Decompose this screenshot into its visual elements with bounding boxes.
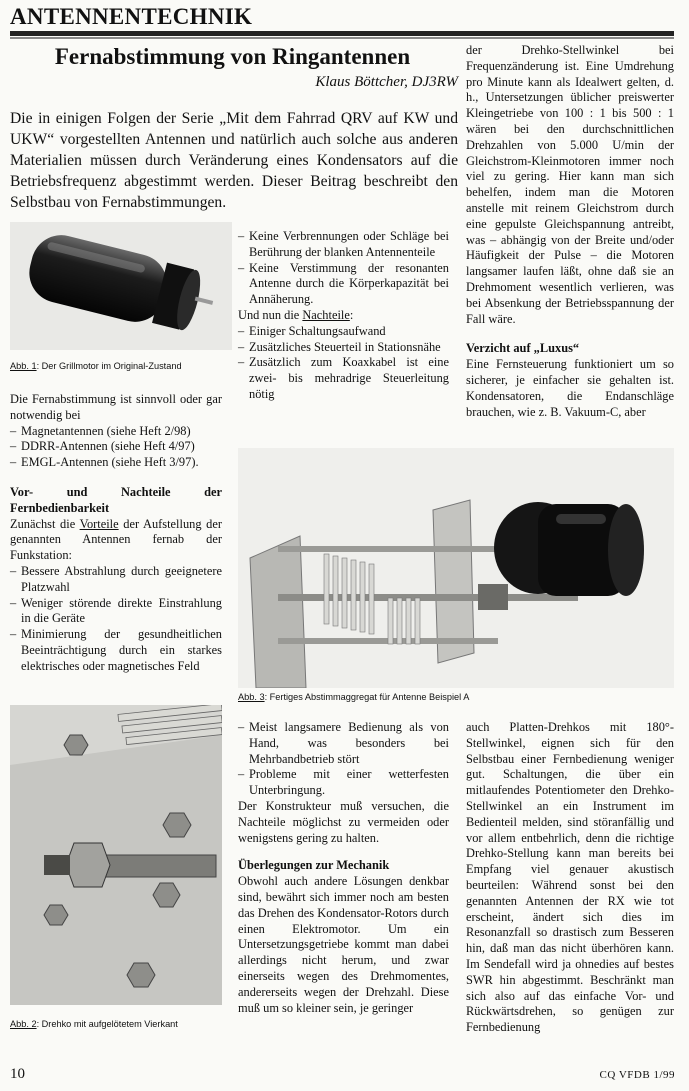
article-title: Fernabstimmung von Ringantennen	[54, 44, 411, 69]
list-item: – Magnetantennen (siehe Heft 2/98)	[10, 424, 222, 440]
list-item: – Bessere Abstrahlung durch geeignetere Platzwahl	[10, 564, 222, 596]
col2-list-1	[238, 229, 449, 308]
header-rule-thin	[10, 37, 674, 39]
col1-heading-vor-nachteile: Vor- und Nachteile der Fernbedienbarkeit	[10, 484, 222, 515]
col2-list-3	[238, 720, 449, 799]
col2-bottom	[238, 720, 449, 1016]
list-item: – Zusätzliches Steuerteil in Stationsnähe	[238, 340, 449, 356]
list-item: – Zusätzlich zum Koaxkabel ist eine zwei- bis mehradrige Steuerleitung nötig	[238, 355, 449, 402]
article-author: Klaus Böttcher, DJ3RW	[315, 74, 458, 90]
list-item: – DDRR-Antennen (siehe Heft 4/97)	[10, 439, 222, 455]
section-title: ANTENNENTECHNIK	[10, 4, 253, 29]
col3-paragraph-1: der Drehko-Stellwinkel bei Frequenzänderung ist. Eine Umdrehung pro Minute kann als Idealwert gelten, d. h., Untersetzungen üblicher preiswerter Kleingetriebe von 100 : 1 bis 500 : 1 wären bei den durchschnittlichen Drehzahlen von 5.000 U/min der Gleichstrom-Kleinmotoren immer noch viel zu gering. Hier kann man sich behelfen, indem man die Motoren anstelle mit reinem Gleichstrom durch eine gepulste Gleichspannung antreibt, was – abhängig von der Breite und/oder Häufigkeit der Pulse – die Motoren langsamer laufen läßt, ohne daß sie an Drehmoment wesentlich verlieren, was bei Absenkung der Betriebsspannung der Fall wäre.	[466, 43, 674, 326]
list-item: – Meist langsamere Bedienung als von Hand, was besonders bei Mehrbandbetrieb stört	[238, 720, 449, 767]
header-rule	[10, 31, 674, 36]
journal-issue: CQ VFDB 1/99	[599, 1069, 675, 1081]
list-item: – Keine Verstimmung der resonanten Antenne durch die Körperkapazität bei Annäherung.	[238, 261, 449, 308]
figure-1-caption	[10, 361, 182, 371]
list-item: – Probleme mit einer wetterfesten Unterbringung.	[238, 767, 449, 799]
underlined-term: Vorteile	[79, 516, 119, 531]
text-span: Und nun die	[238, 307, 303, 322]
col3-bottom	[466, 720, 674, 1036]
col1-list-1	[10, 424, 222, 471]
figure-2-drehko-photo	[10, 705, 222, 1005]
col3-paragraph-2: Eine Fernsteuerung funktioniert um so sicherer, je einfacher sie gehalten ist. Kondensatoren, die Endanschläge brauchen, wie z. B. Vakuum-C, aber	[466, 357, 674, 419]
col2-top	[238, 229, 449, 403]
col1-paragraph-2	[10, 517, 222, 564]
page-number: 10	[10, 1066, 25, 1082]
figure-3-tuning-assembly-photo	[238, 448, 674, 688]
figure-2-number: Abb. 2	[10, 1019, 37, 1029]
figure-1-motor-photo	[10, 222, 232, 350]
col3-paragraph-3: auch Platten-Drehkos mit 180°-Stellwinkel, eignen sich für den Selbstbau einer Fernbedienung weniger gut. Schaltungen, die über ein mitlaufendes Potentiometer den Drehko-Stellwinkel an ein Instrument im Bedienteil melden, sind störanfällig und vor allem entbehrlich, denn die richtige Drehko-Stellung kann man bereits bei Empfang viel genauer akustisch beurteilen: Während sonst bei den genannten Antennen der RX wie tot erscheint, ändert sich dies im Resonanzfall so drastisch zum Besseren hin, daß man das nicht überhören kann. Im Sendefall wird ja ohnedies auf bestes SWR hin abgestimmt. Beschränkt man sich also auf das einfache Vor- und Rückwärtsdrehen, so genügen zur Fernbedienung	[466, 720, 674, 1035]
col3-top	[466, 43, 674, 420]
figure-2-caption	[10, 1019, 178, 1029]
text-span: :	[349, 307, 354, 322]
col2-heading-mechanik: Überlegungen zur Mechanik	[238, 858, 390, 873]
list-item: – Minimierung der gesundheitlichen Beeinträchtigung durch ein starkes elektrisches oder magnetisches Feld	[10, 627, 222, 674]
col2-list-2	[238, 324, 449, 403]
col3-heading-luxus: Verzicht auf „Luxus“	[466, 341, 580, 356]
col2-paragraph-2: Der Konstrukteur muß versuchen, die Nachteile möglichst zu vermeiden oder wenigstens gering zu halten.	[238, 798, 449, 845]
figure-3-caption	[238, 692, 469, 702]
list-item: – EMGL-Antennen (siehe Heft 3/97).	[10, 455, 222, 471]
list-item: – Weniger störende direkte Einstrahlung in die Geräte	[10, 596, 222, 628]
article-lead: Die in einigen Folgen der Serie „Mit dem Fahrrad QRV auf KW und UKW“ vorgestellten Antennen und natürlich auch solche aus anderen Materialien müssen durch Veränderung eines Kondensators auf die Betriebsfrequenz abgestimmt werden. Dieser Beitrag beschreibt den Selbstbau von Fernabstimmungen.	[10, 110, 458, 211]
list-item: – Einiger Schaltungsaufwand	[238, 324, 449, 340]
col1-paragraph-1: Die Fernabstimmung ist sinnvoll oder gar notwendig bei	[10, 392, 222, 422]
figure-3-text: : Fertiges Abstimmaggregat für Antenne Beispiel A	[264, 692, 470, 702]
col2-paragraph-1	[238, 308, 449, 324]
figure-2-text: : Drehko mit aufgelötetem Vierkant	[36, 1019, 178, 1029]
text-span: Zunächst die	[10, 516, 80, 531]
underlined-term: Nachteile	[302, 307, 350, 322]
figure-3-number: Abb. 3	[238, 692, 265, 702]
col1-text	[10, 392, 222, 675]
col1-list-2	[10, 564, 222, 675]
list-item: – Keine Verbrennungen oder Schläge bei Berührung der blanken Antennenteile	[238, 229, 449, 261]
text-span: der Aufstellung der genannten Antennen fernab der Funkstation:	[10, 516, 222, 563]
col2-paragraph-3: Obwohl auch andere Lösungen denkbar sind, bewährt sich immer noch am besten das Drehen des Kondensator-Rotors durch einen Elektromotor. Um ein Untersetzungsgetriebe kommt man dabei allerdings nicht herum, und zwar einerseits wegen des Drehmomentes, andererseits wegen der Drehzahl. Diese muß um so kleiner sein, je geringer	[238, 874, 449, 1015]
figure-1-text: : Der Grillmotor im Original-Zustand	[36, 361, 182, 371]
figure-1-number: Abb. 1	[10, 361, 37, 371]
